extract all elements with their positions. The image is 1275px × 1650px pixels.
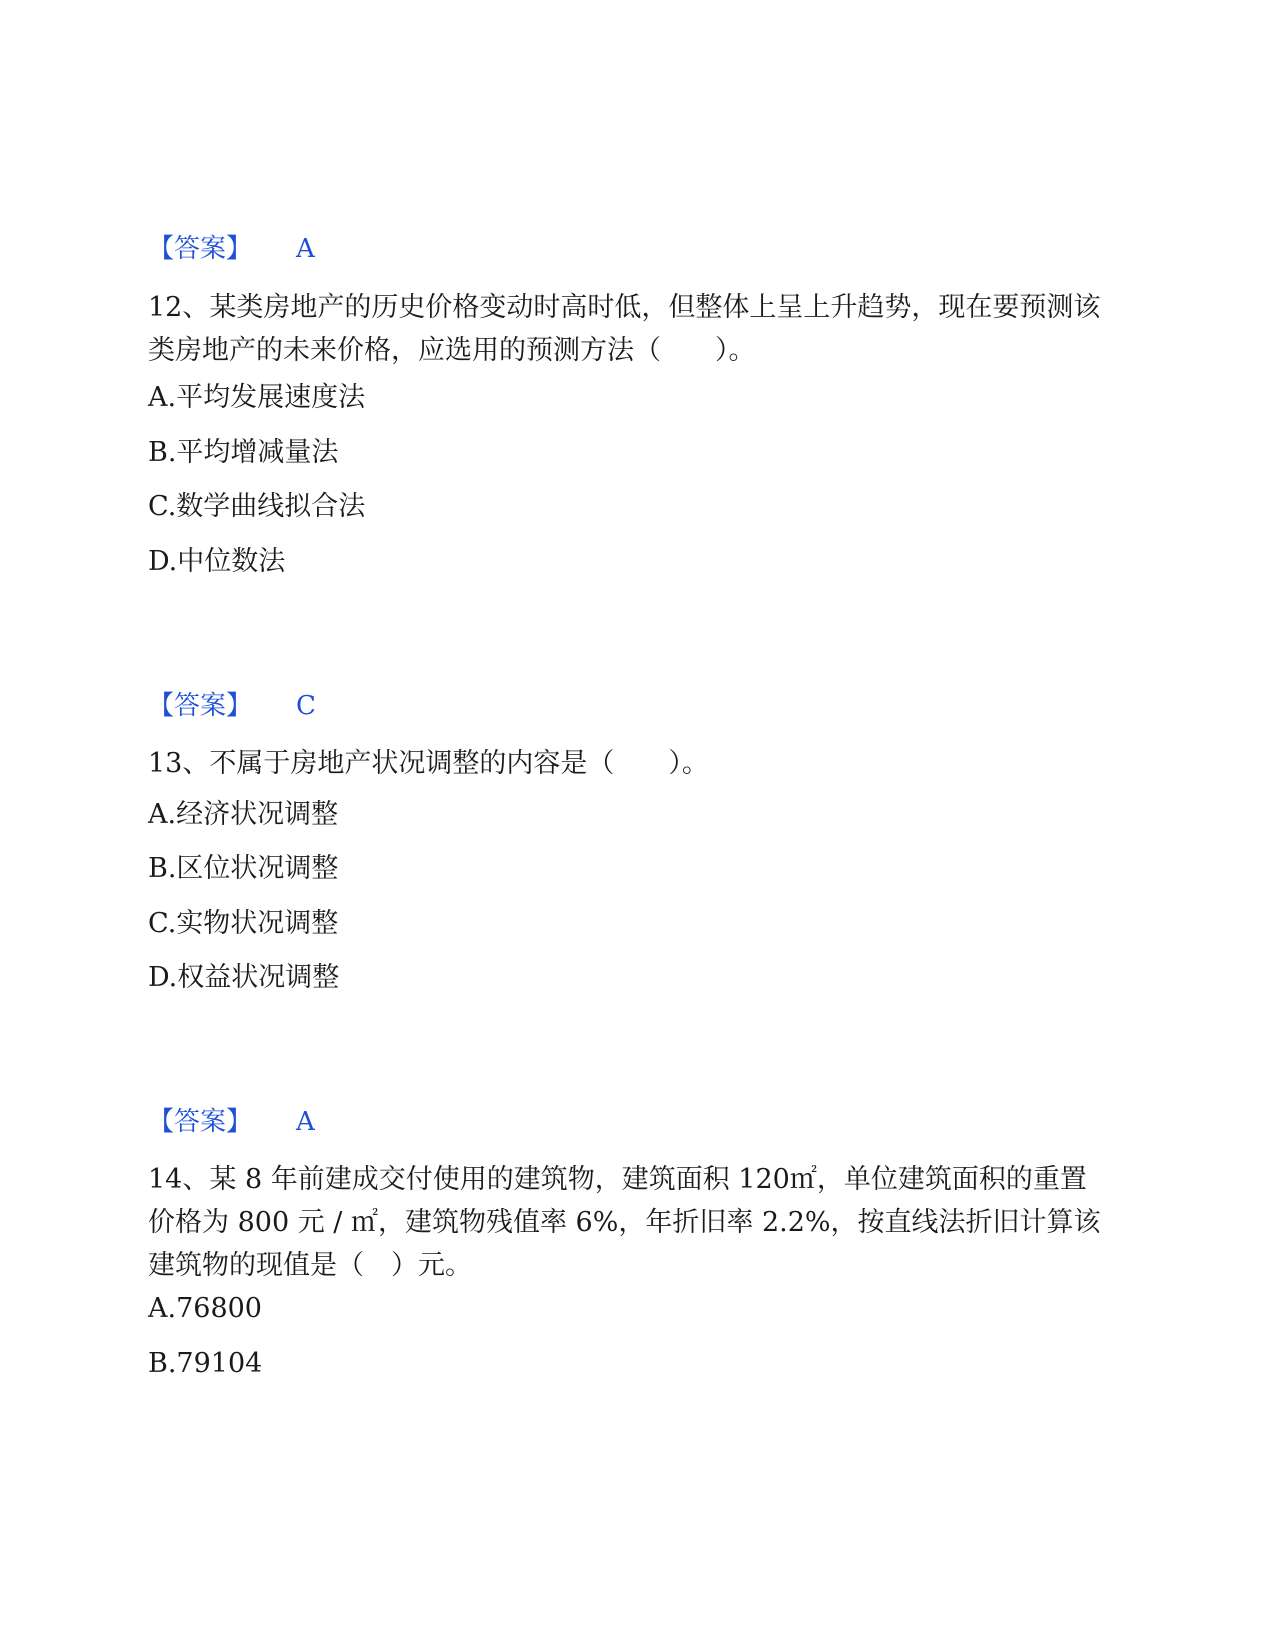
answer-line-13 — [148, 1105, 315, 1139]
question-12-option-b: B.平均增减量法 — [148, 437, 339, 468]
question-13-option-a: A.经济状况调整 — [148, 799, 339, 830]
answer-label: 【答案】 — [148, 691, 253, 721]
question-13-option-b: B.区位状况调整 — [148, 853, 339, 884]
answer-line-12 — [148, 689, 316, 723]
question-12-option-a: A.平均发展速度法 — [148, 382, 366, 413]
question-14-option-b: B.79104 — [148, 1348, 263, 1379]
question-12-option-d: D.中位数法 — [148, 546, 286, 577]
answer-value: A — [296, 1107, 315, 1137]
question-12-option-c: C.数学曲线拟合法 — [148, 491, 366, 522]
question-13-option-c: C.实物状况调整 — [148, 908, 339, 939]
answer-label: 【答案】 — [148, 234, 253, 264]
answer-line-11 — [148, 232, 315, 266]
question-14-option-a: A.76800 — [148, 1293, 262, 1324]
answer-label: 【答案】 — [148, 1107, 253, 1137]
question-12-stem: 12、某类房地产的历史价格变动时高时低，但整体上呈上升趋势，现在要预测该类房地产的未来价格，应选用的预测方法（ ）。 — [148, 292, 1101, 366]
question-13-option-d: D.权益状况调整 — [148, 962, 340, 993]
question-13-stem: 13、不属于房地产状况调整的内容是（ ）。 — [148, 748, 709, 779]
answer-value: C — [296, 691, 316, 721]
question-14-stem: 14、某 8 年前建成交付使用的建筑物，建筑面积 120㎡，单位建筑面积的重置价格为 800 元 / ㎡，建筑物残值率 6%，年折旧率 2.2%，按直线法折旧计算该建筑物的现值是（ ）元。 — [148, 1164, 1101, 1281]
answer-value: A — [296, 234, 315, 264]
